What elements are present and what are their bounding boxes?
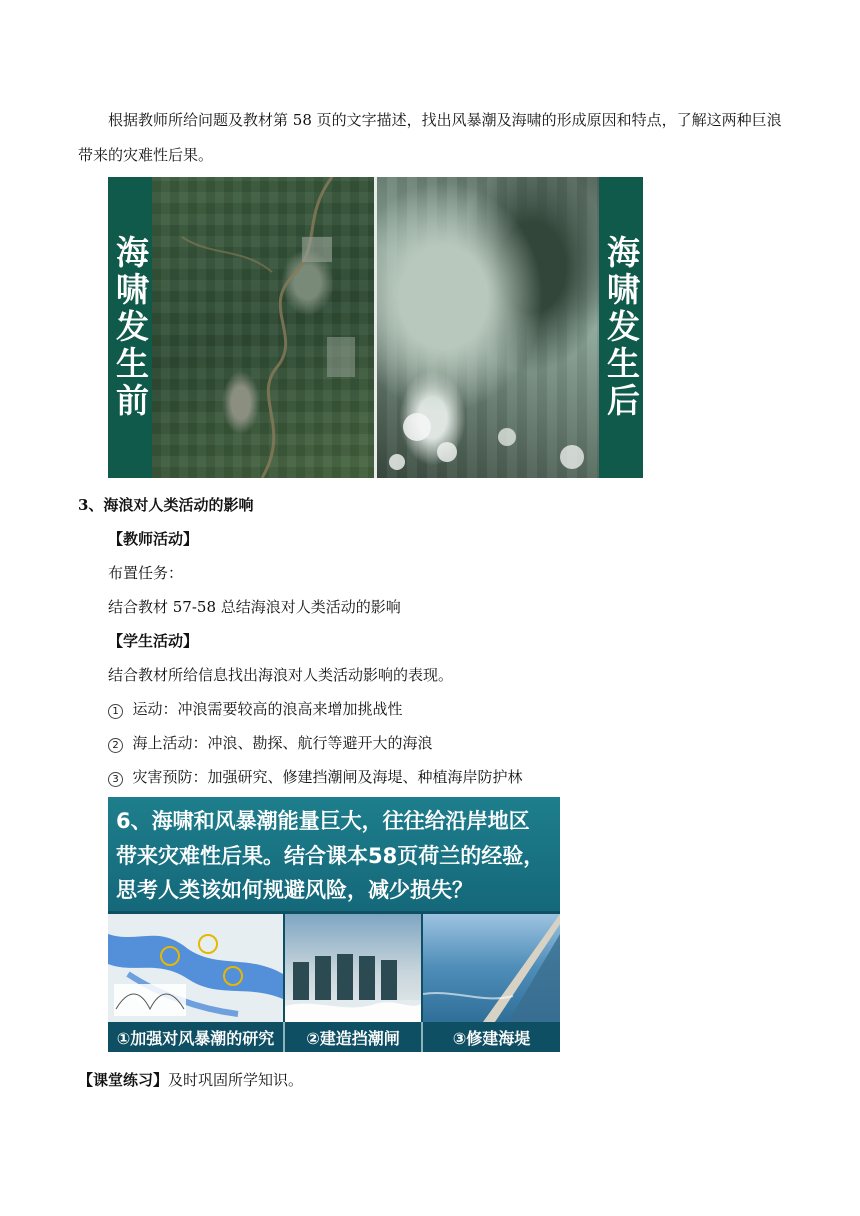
tsunami-before-after-image [108, 177, 643, 478]
list-item [108, 697, 403, 721]
after-label: 海啸发生后 [602, 235, 641, 420]
banner-line-2: 带来灾难性后果。结合课本58页荷兰的经验， [116, 844, 545, 868]
list-item [108, 731, 433, 755]
slide-banner [108, 797, 560, 911]
storm-surge-slide-image [108, 797, 560, 1052]
caption-barrier: ②建造挡潮闸 [285, 1022, 423, 1052]
before-label: 海啸发生前 [111, 235, 150, 420]
map-panel [108, 914, 283, 1022]
task-detail-text: 结合教材 57-58 总结海浪对人类活动的影响 [108, 598, 401, 616]
satellite-after-photo [377, 177, 599, 478]
banner-line-1: 6、海啸和风暴潮能量巨大，往往给沿岸地区 [116, 809, 530, 833]
assign-task-text: 布置任务： [108, 564, 184, 582]
list-item-text: 运动：冲浪需要较高的浪高来增加挑战性 [132, 700, 403, 718]
banner-line-3: 思考人类该如何规避风险，减少损失？ [116, 878, 473, 902]
practice-text: 及时巩固所学知识。 [168, 1071, 304, 1089]
list-number: 1 [108, 704, 123, 719]
caption-research: ①加强对风暴潮的研究 [108, 1022, 285, 1052]
seawall-panel [423, 914, 560, 1022]
student-task-text: 结合教材所给信息找出海浪对人类活动影响的表现。 [108, 666, 454, 684]
practice-line [78, 1068, 303, 1092]
list-item-text: 海上活动：冲浪、勘探、航行等避开大的海浪 [132, 734, 433, 752]
list-number: 3 [108, 772, 123, 787]
teacher-activity-label: 【教师活动】 [108, 530, 199, 548]
section-heading: 3、海浪对人类活动的影响 [78, 496, 254, 514]
practice-label: 【课堂练习】 [78, 1071, 169, 1089]
student-activity-label: 【学生活动】 [108, 632, 199, 650]
satellite-before-photo [152, 177, 374, 478]
intro-paragraph-line2: 带来的灾难性后果。 [78, 146, 214, 164]
barrier-panel [285, 914, 421, 1022]
list-item [108, 765, 523, 789]
list-number: 2 [108, 738, 123, 753]
list-item-text: 灾害预防：加强研究、修建挡潮闸及海堤、种植海岸防护林 [132, 768, 523, 786]
caption-seawall: ③修建海堤 [423, 1022, 560, 1052]
intro-paragraph-line1: 根据教师所给问题及教材第 58 页的文字描述，找出风暴潮及海啸的形成原因和特点，了解这两种巨浪 [108, 111, 782, 129]
